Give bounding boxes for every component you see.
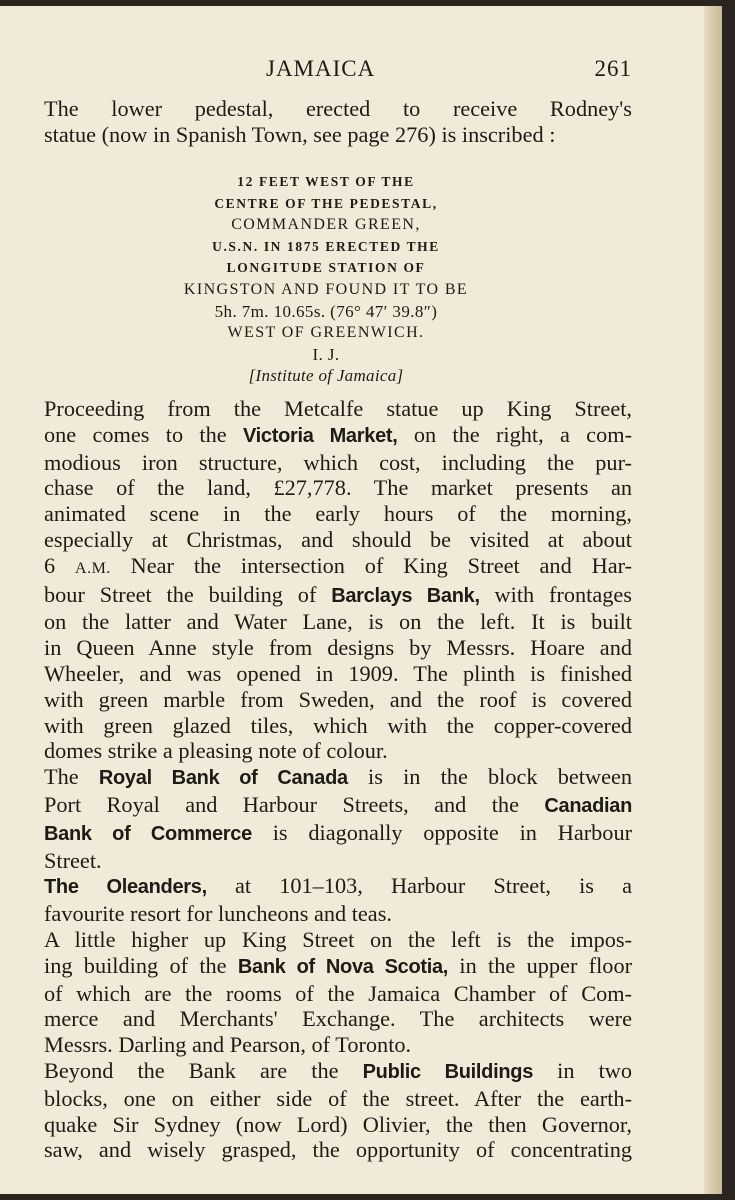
inscription-line: KINGSTON AND FOUND IT TO BE <box>183 280 469 298</box>
text-line <box>20 792 632 820</box>
text-run: Beyond the Bank are the <box>44 1057 339 1083</box>
text-line: chase of the land, £27,778. The market presents an <box>44 475 632 501</box>
page-number: 261 <box>594 56 632 81</box>
running-head <box>20 56 632 92</box>
text-line <box>20 873 632 901</box>
text-line <box>20 582 632 610</box>
text-line: domes strike a pleasing note of colour. <box>44 738 388 764</box>
text-line: in Queen Anne style from designs by Messrs. Hoare and <box>44 635 632 661</box>
text-line <box>20 953 632 981</box>
text-line: The lower pedestal, erected to receive Rodney's <box>44 96 632 121</box>
text-line: blocks, one on either side of the street. After the earth- <box>44 1085 632 1111</box>
running-head-title: JAMAICA <box>266 56 376 81</box>
text-line: with green glazed tiles, which with the copper-covered <box>44 712 632 738</box>
text-run: one comes to the <box>44 421 227 447</box>
text-run: A.M. <box>75 559 111 577</box>
inscription-line: U.S.N. IN 1875 ERECTED THE <box>212 238 440 254</box>
text-run: in two <box>557 1057 633 1083</box>
text-run: in the upper floor <box>459 952 633 978</box>
text-line: A little higher up King Street on the left is the impos- <box>44 926 632 952</box>
inscription-line: WEST OF GREENWICH. <box>227 324 425 342</box>
bold-term-public-buildings: Public Buildings <box>362 1060 534 1083</box>
text-run: is diagonally opposite in Harbour <box>272 819 633 845</box>
text-line: quake Sir Sydney (now Lord) Olivier, the then Governor, <box>44 1111 632 1137</box>
text-line: statue (now in Spanish Town, see page 276) is inscribed : <box>44 121 556 147</box>
bold-term-bank-of-nova-scotia: Bank of Nova Scotia, <box>237 955 449 978</box>
text-line: Proceeding from the Metcalfe statue up King Street, <box>44 396 632 421</box>
text-line: on the latter and Water Lane, is on the left. It is built <box>44 609 632 635</box>
inscription-line: CENTRE OF THE PEDESTAL, <box>214 195 438 211</box>
inscription-line: I. J. <box>312 344 340 364</box>
paragraph-public-buildings <box>20 1058 632 1163</box>
intro-paragraph <box>20 96 632 148</box>
text-run: 6 <box>44 552 56 578</box>
text-run: bour Street the building of <box>44 581 317 607</box>
bold-term-victoria-market: Victoria Market, <box>242 424 398 447</box>
bold-term-oleanders: The Oleanders, <box>44 876 207 899</box>
inscription-line: LONGITUDE STATION OF <box>226 260 426 276</box>
text-line: merce and Merchants' Exchange. The architects were <box>44 1006 632 1032</box>
text-line: saw, and wisely grasped, the opportunity of concentrating <box>44 1137 632 1163</box>
text-line: Street. <box>44 847 102 873</box>
text-line: modious iron structure, which cost, including the pur- <box>44 449 632 475</box>
paragraph-victoria-market <box>20 396 632 764</box>
bold-term-bank-of-commerce: Bank of Commerce <box>44 822 252 845</box>
page-edge <box>704 6 722 1194</box>
text-line <box>20 764 632 792</box>
text-line: animated scene in the early hours of the morning, <box>44 501 632 527</box>
bold-term-barclays-bank: Barclays Bank, <box>331 584 480 607</box>
text-run: at 101–103, Harbour Street, is a <box>235 873 632 899</box>
text-run: Near the intersection of King Street and Har- <box>130 552 632 578</box>
inscription-source: [Institute of Jamaica] <box>248 366 404 386</box>
text-run: on the right, a com- <box>413 421 632 447</box>
bold-term-royal-bank: Royal Bank of Canada <box>98 767 348 790</box>
bold-term-canadian: Canadian <box>544 794 632 817</box>
text-line: with green marble from Sweden, and the roof is covered <box>44 686 632 712</box>
inscription-line: 12 FEET WEST OF THE <box>237 174 415 189</box>
text-line: favourite resort for luncheons and teas. <box>44 901 392 927</box>
text-line: of which are the rooms of the Jamaica Chamber of Com- <box>44 980 632 1006</box>
inscription-line: 5h. 7m. 10.65s. (76° 47′ 39.8″) <box>214 301 438 321</box>
body-text <box>20 396 632 1163</box>
book-page <box>0 6 722 1194</box>
text-line <box>20 1058 632 1086</box>
paragraph-royal-bank <box>20 764 632 873</box>
text-run: with frontages <box>494 581 632 607</box>
text-run: Port Royal and Harbour Streets, and the <box>44 791 519 817</box>
text-run: The <box>44 764 79 790</box>
text-line <box>20 820 632 848</box>
paragraph-oleanders <box>20 873 632 927</box>
text-line: especially at Christmas, and should be visited at about <box>44 526 632 552</box>
inscription <box>20 171 632 387</box>
text-run: ing building of the <box>44 952 227 978</box>
text-line: Messrs. Darling and Pearson, of Toronto. <box>44 1032 412 1058</box>
text-line <box>20 553 632 582</box>
text-line: Wheeler, and was opened in 1909. The plinth is finished <box>44 660 632 686</box>
text-run: is in the block between <box>368 764 633 790</box>
text-line <box>20 422 632 450</box>
inscription-line: COMMANDER GREEN, <box>231 216 421 234</box>
paragraph-nova-scotia <box>20 927 632 1058</box>
